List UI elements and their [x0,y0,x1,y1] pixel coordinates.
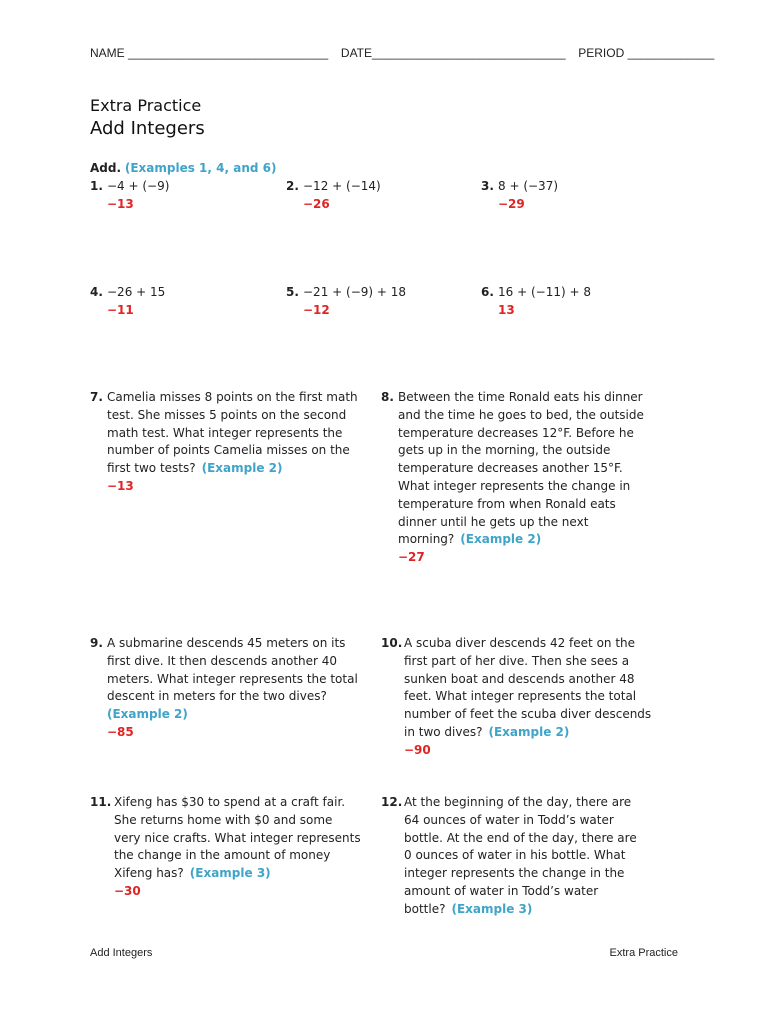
problem-number: 5. [286,285,299,299]
problem-answer: −30 [114,884,141,898]
problem-text-line: very nice crafts. What integer represents [114,830,361,845]
example-ref: (Example 3) [189,866,271,881]
problem-last-line [398,531,541,549]
problem-number: 10. [381,636,403,650]
problem-text-line: Xifeng has? [114,866,184,881]
problem-text-line: A scuba diver descends 42 feet on the [404,636,636,650]
problem-expression: 16 + (−11) + 8 [498,285,591,299]
problem-expression: −4 + (−9) [107,179,170,193]
problem-text-line: number of points Camelia misses on the [107,443,350,458]
problem-last-line [114,865,271,883]
instruction [90,161,276,175]
problem-text-line: 0 ounces of water in his bottle. What [404,848,626,863]
problem-answer: −12 [303,303,330,317]
problem-answer: 13 [498,303,515,317]
problem-text-line: the change in the amount of money [114,848,331,863]
problem-last-line [404,724,569,742]
problem-answer: −85 [107,725,134,739]
example-ref: (Example 2) [107,707,188,722]
problem-text-line: dinner until he gets up the next [398,514,589,529]
problem-expression: −26 + 15 [107,285,166,299]
problem-text-line: What integer represents the change in [398,479,631,493]
instruction-lead: Add. [90,161,122,175]
problem-text-line: temperature decreases another 15°F. [398,461,623,476]
problem-text-line: bottle. At the end of the day, there are [404,830,637,845]
footer-right: Extra Practice [609,947,678,959]
page-subtitle: Extra Practice [90,96,202,115]
problem-text-line: math test. What integer represents the [107,425,343,440]
name-label: NAME ______________________________ [90,46,329,60]
problem-answer: −90 [404,742,431,757]
problem-number: 11. [90,795,112,809]
problem-text-line: Between the time Ronald eats his dinner [398,390,643,404]
problem-number: 12. [381,795,403,809]
problem-text-line: Xifeng has $30 to spend at a craft fair. [114,795,346,809]
problem-last-line [107,460,283,478]
problem-expression: −12 + (−14) [303,179,381,193]
problem-text-line: number of feet the scuba diver descends [404,707,652,722]
problem-text-line: gets up in the morning, the outside [398,443,611,458]
problem-answer: −26 [303,197,330,211]
problem-answer: −13 [107,479,134,493]
date-label: DATE_____________________________ [340,46,566,60]
problem-number: 3. [481,179,494,193]
problem-text-line: first part of her dive. Then she sees a [404,653,630,668]
problem-number: 2. [286,179,299,193]
problem-text-line: A submarine descends 45 meters on its [107,636,346,650]
problem-number: 4. [90,285,103,299]
problem-answer: −11 [107,303,134,317]
example-ref: (Example 2) [488,725,570,739]
problem-text-line: first two tests? [107,461,196,476]
example-ref-line [107,706,188,724]
problem-text-line: sunken boat and descends another 48 [404,671,635,686]
problem-text-line: At the beginning of the day, there are [404,795,632,809]
problem-text-line: integer represents the change in the [404,866,625,881]
problem-answer: −27 [398,550,425,565]
example-ref: (Example 2) [201,461,283,476]
problem-text-line: morning? [398,532,455,547]
problem-text-line: bottle? [404,901,446,916]
problem-number: 8. [381,390,394,404]
problem-text-line: descent in meters for the two dives? [107,689,327,704]
instruction-ref: (Examples 1, 4, and 6) [124,161,277,175]
page-title: Add Integers [90,118,205,139]
problem-number: 9. [90,636,103,650]
problem-text-line: temperature decreases 12°F. Before he [398,425,634,440]
problem-text-line: Camelia misses 8 points on the first math [107,390,358,404]
footer-left: Add Integers [90,947,153,959]
problem-number: 6. [481,285,494,299]
problem-answer: −29 [498,197,525,211]
problem-text-line: amount of water in Todd’s water [404,884,599,898]
problem-last-line [107,688,327,706]
problem-text-line: meters. What integer represents the total [107,671,358,686]
problem-text-line: 64 ounces of water in Todd’s water [404,812,614,827]
problem-text-line: temperature from when Ronald eats [398,496,616,511]
problem-expression: −21 + (−9) + 18 [303,285,407,299]
example-ref: (Example 2) [460,532,542,547]
problem-text-line: in two dives? [404,725,483,739]
problem-answer: −13 [107,197,134,211]
problem-text-line: test. She misses 5 points on the second [107,407,347,422]
example-ref: (Example 3) [451,901,533,916]
problem-text-line: and the time he goes to bed, the outside [398,407,644,422]
header-line [90,46,714,60]
problem-text-line: feet. What integer represents the total [404,689,637,704]
problem-text-line: first dive. It then descends another 40 [107,653,338,668]
problem-text-line: She returns home with $0 and some [114,812,333,827]
problem-number: 1. [90,179,103,193]
problem-expression: 8 + (−37) [498,179,559,193]
period-label: PERIOD _____________ [578,46,715,60]
problem-number: 7. [90,390,103,404]
problem-last-line [404,901,532,919]
